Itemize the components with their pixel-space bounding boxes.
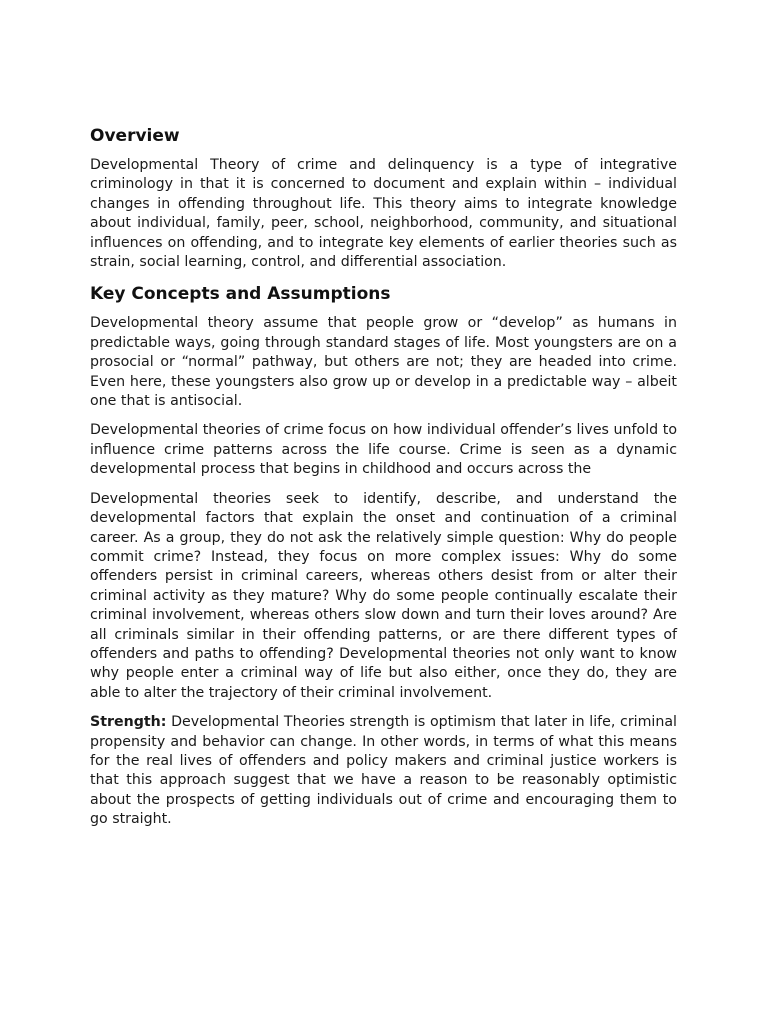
strength-label: Strength: <box>90 714 167 731</box>
overview-heading: Overview <box>90 126 180 146</box>
strength-text: Developmental Theories strength is optimism that later in life, criminal propensity and behavior can change. In other words, in terms of what this means for the real lives of offenders and policy makers and criminal justice workers is that this approach suggest that we have a reason to be reasonably optimistic about the prospects of getting individuals out of crime and encouraging them to go straight. <box>90 714 677 828</box>
key-concepts-paragraph-2: Developmental theories of crime focus on how individual offender’s lives unfold to influence crime patterns across the life course. Crime is seen as a dynamic developmental process that begins in childhood and occurs across the <box>90 422 677 478</box>
strength-paragraph <box>90 713 677 829</box>
key-concepts-paragraph-3: Developmental theories seek to identify, describe, and understand the developmental factors that explain the onset and continuation of a criminal career. As a group, they do not ask the relatively simple question: Why do people commit crime? Instead, they focus on more complex issues: Why do some offenders persist in criminal careers, whereas others desist from or alter their criminal activity as they mature? Why do some people continually escalate their criminal involvement, whereas others slow down and turn their loves around? Are all criminals similar in their offending patterns, or are there different types of offenders and paths to offending? Developmental theories not only want to know why people enter a criminal way of life but also either, once they do, they are able to alter the trajectory of their criminal involvement. <box>90 490 677 701</box>
document-page <box>90 124 677 830</box>
overview-paragraph: Developmental Theory of crime and delinquency is a type of integrative criminology in that it is concerned to document and explain within – individual changes in offending throughout life. This theory aims to integrate knowledge about individual, family, peer, school, neighborhood, community, and situational influences on offending, and to integrate key elements of earlier theories such as strain, social learning, control, and differential association. <box>90 157 677 271</box>
key-concepts-paragraph-1: Developmental theory assume that people grow or “develop” as humans in predictable ways, going through standard stages of life. Most youngsters are on a prosocial or “normal” pathway, but others are not; they are headed into crime. Even here, these youngsters also grow up or develop in a predictable way – albeit one that is antisocial. <box>90 315 677 410</box>
key-concepts-heading: Key Concepts and Assumptions <box>90 284 391 305</box>
